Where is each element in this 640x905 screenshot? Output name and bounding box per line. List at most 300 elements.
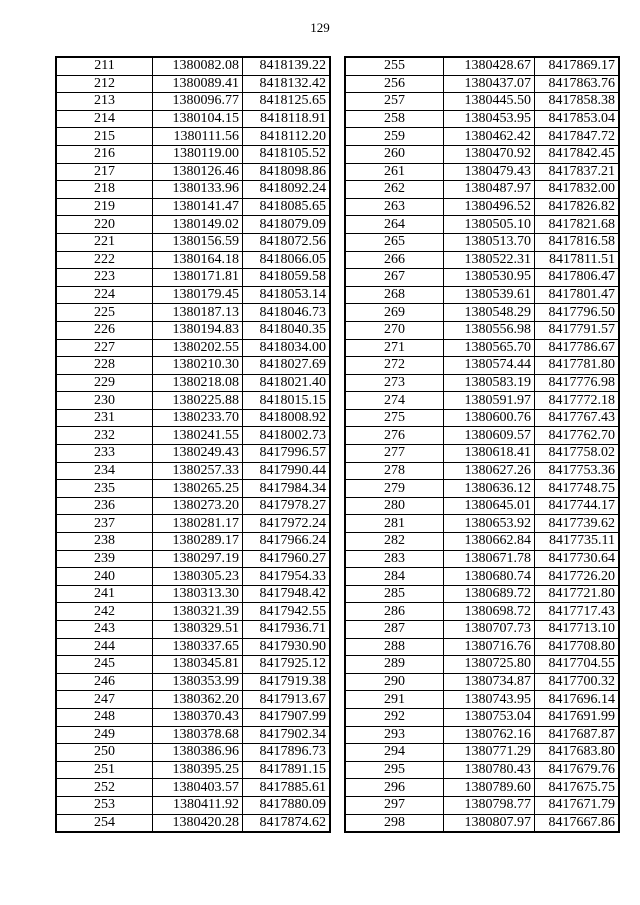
y-coordinate-cell: 8417721.80 xyxy=(535,585,619,603)
x-coordinate-cell: 1380600.76 xyxy=(444,409,535,427)
x-coordinate-cell: 1380539.61 xyxy=(444,286,535,304)
y-coordinate-cell: 8417948.42 xyxy=(243,585,330,603)
table-row xyxy=(57,445,330,463)
table-row xyxy=(57,796,330,814)
point-number-cell: 235 xyxy=(57,480,153,498)
point-number-cell: 242 xyxy=(57,603,153,621)
x-coordinate-cell: 1380583.19 xyxy=(444,374,535,392)
table-row xyxy=(346,427,619,445)
point-number-cell: 245 xyxy=(57,656,153,674)
y-coordinate-cell: 8417679.76 xyxy=(535,761,619,779)
table-row xyxy=(57,673,330,691)
table-row xyxy=(346,339,619,357)
point-number-cell: 223 xyxy=(57,269,153,287)
y-coordinate-cell: 8417806.47 xyxy=(535,269,619,287)
point-number-cell: 274 xyxy=(346,392,444,410)
y-coordinate-cell: 8417730.64 xyxy=(535,550,619,568)
point-number-cell: 267 xyxy=(346,269,444,287)
point-number-cell: 297 xyxy=(346,796,444,814)
point-number-cell: 289 xyxy=(346,656,444,674)
table-row xyxy=(57,761,330,779)
table-row xyxy=(57,163,330,181)
point-number-cell: 221 xyxy=(57,233,153,251)
point-number-cell: 273 xyxy=(346,374,444,392)
y-coordinate-cell: 8417811.51 xyxy=(535,251,619,269)
y-coordinate-cell: 8417925.12 xyxy=(243,656,330,674)
point-number-cell: 292 xyxy=(346,708,444,726)
point-number-cell: 283 xyxy=(346,550,444,568)
point-number-cell: 215 xyxy=(57,128,153,146)
y-coordinate-cell: 8418132.42 xyxy=(243,75,330,93)
y-coordinate-cell: 8417687.87 xyxy=(535,726,619,744)
y-coordinate-cell: 8417772.18 xyxy=(535,392,619,410)
table-row xyxy=(346,656,619,674)
y-coordinate-cell: 8418085.65 xyxy=(243,198,330,216)
point-number-cell: 260 xyxy=(346,145,444,163)
table-row xyxy=(346,691,619,709)
y-coordinate-cell: 8418002.73 xyxy=(243,427,330,445)
point-number-cell: 286 xyxy=(346,603,444,621)
x-coordinate-cell: 1380241.55 xyxy=(153,427,243,445)
y-coordinate-cell: 8418066.05 xyxy=(243,251,330,269)
point-number-cell: 271 xyxy=(346,339,444,357)
table-row xyxy=(346,198,619,216)
point-number-cell: 212 xyxy=(57,75,153,93)
x-coordinate-cell: 1380734.87 xyxy=(444,673,535,691)
point-number-cell: 238 xyxy=(57,533,153,551)
point-number-cell: 280 xyxy=(346,497,444,515)
point-number-cell: 233 xyxy=(57,445,153,463)
table-row xyxy=(57,708,330,726)
y-coordinate-cell: 8417913.67 xyxy=(243,691,330,709)
x-coordinate-cell: 1380513.70 xyxy=(444,233,535,251)
table-row xyxy=(57,656,330,674)
x-coordinate-cell: 1380671.78 xyxy=(444,550,535,568)
x-coordinate-cell: 1380141.47 xyxy=(153,198,243,216)
y-coordinate-cell: 8417896.73 xyxy=(243,744,330,762)
point-number-cell: 276 xyxy=(346,427,444,445)
y-coordinate-cell: 8417874.62 xyxy=(243,814,330,832)
y-coordinate-cell: 8417919.38 xyxy=(243,673,330,691)
table-row xyxy=(57,603,330,621)
point-number-cell: 225 xyxy=(57,304,153,322)
x-coordinate-cell: 1380194.83 xyxy=(153,321,243,339)
table-row xyxy=(57,533,330,551)
x-coordinate-cell: 1380395.25 xyxy=(153,761,243,779)
point-number-cell: 277 xyxy=(346,445,444,463)
table-row xyxy=(346,163,619,181)
x-coordinate-cell: 1380329.51 xyxy=(153,621,243,639)
point-number-cell: 229 xyxy=(57,374,153,392)
point-number-cell: 255 xyxy=(346,58,444,76)
x-coordinate-cell: 1380437.07 xyxy=(444,75,535,93)
x-coordinate-cell: 1380453.95 xyxy=(444,110,535,128)
x-coordinate-cell: 1380305.23 xyxy=(153,568,243,586)
x-coordinate-cell: 1380126.46 xyxy=(153,163,243,181)
x-coordinate-cell: 1380187.13 xyxy=(153,304,243,322)
x-coordinate-cell: 1380149.02 xyxy=(153,216,243,234)
y-coordinate-cell: 8417796.50 xyxy=(535,304,619,322)
point-number-cell: 288 xyxy=(346,638,444,656)
x-coordinate-cell: 1380530.95 xyxy=(444,269,535,287)
table-row xyxy=(57,198,330,216)
table-row xyxy=(57,58,330,76)
x-coordinate-cell: 1380370.43 xyxy=(153,708,243,726)
table-row xyxy=(346,814,619,832)
table-row xyxy=(346,392,619,410)
x-coordinate-cell: 1380556.98 xyxy=(444,321,535,339)
x-coordinate-cell: 1380386.96 xyxy=(153,744,243,762)
x-coordinate-cell: 1380281.17 xyxy=(153,515,243,533)
y-coordinate-cell: 8418015.15 xyxy=(243,392,330,410)
x-coordinate-cell: 1380698.72 xyxy=(444,603,535,621)
x-coordinate-cell: 1380753.04 xyxy=(444,708,535,726)
table-row xyxy=(57,409,330,427)
x-coordinate-cell: 1380403.57 xyxy=(153,779,243,797)
point-number-cell: 253 xyxy=(57,796,153,814)
point-number-cell: 285 xyxy=(346,585,444,603)
y-coordinate-cell: 8417691.99 xyxy=(535,708,619,726)
table-row xyxy=(57,568,330,586)
y-coordinate-cell: 8417996.57 xyxy=(243,445,330,463)
x-coordinate-cell: 1380218.08 xyxy=(153,374,243,392)
x-coordinate-cell: 1380627.26 xyxy=(444,462,535,480)
point-number-cell: 231 xyxy=(57,409,153,427)
y-coordinate-cell: 8417671.79 xyxy=(535,796,619,814)
point-number-cell: 295 xyxy=(346,761,444,779)
point-number-cell: 227 xyxy=(57,339,153,357)
point-number-cell: 262 xyxy=(346,181,444,199)
x-coordinate-cell: 1380618.41 xyxy=(444,445,535,463)
y-coordinate-cell: 8418059.58 xyxy=(243,269,330,287)
coordinates-table-left xyxy=(56,57,330,832)
table-row xyxy=(346,603,619,621)
table-row xyxy=(57,93,330,111)
y-coordinate-cell: 8417821.68 xyxy=(535,216,619,234)
x-coordinate-cell: 1380762.16 xyxy=(444,726,535,744)
point-number-cell: 247 xyxy=(57,691,153,709)
y-coordinate-cell: 8417776.98 xyxy=(535,374,619,392)
table-row xyxy=(57,691,330,709)
point-number-cell: 222 xyxy=(57,251,153,269)
x-coordinate-cell: 1380289.17 xyxy=(153,533,243,551)
x-coordinate-cell: 1380411.92 xyxy=(153,796,243,814)
x-coordinate-cell: 1380297.19 xyxy=(153,550,243,568)
x-coordinate-cell: 1380428.67 xyxy=(444,58,535,76)
x-coordinate-cell: 1380337.65 xyxy=(153,638,243,656)
y-coordinate-cell: 8417869.17 xyxy=(535,58,619,76)
point-number-cell: 211 xyxy=(57,58,153,76)
table-row xyxy=(57,145,330,163)
y-coordinate-cell: 8417708.80 xyxy=(535,638,619,656)
table-row xyxy=(57,427,330,445)
point-number-cell: 259 xyxy=(346,128,444,146)
x-coordinate-cell: 1380362.20 xyxy=(153,691,243,709)
y-coordinate-cell: 8417739.62 xyxy=(535,515,619,533)
x-coordinate-cell: 1380082.08 xyxy=(153,58,243,76)
y-coordinate-cell: 8417990.44 xyxy=(243,462,330,480)
table-row xyxy=(57,233,330,251)
x-coordinate-cell: 1380353.99 xyxy=(153,673,243,691)
point-number-cell: 219 xyxy=(57,198,153,216)
x-coordinate-cell: 1380233.70 xyxy=(153,409,243,427)
point-number-cell: 249 xyxy=(57,726,153,744)
x-coordinate-cell: 1380171.81 xyxy=(153,269,243,287)
x-coordinate-cell: 1380313.30 xyxy=(153,585,243,603)
point-number-cell: 239 xyxy=(57,550,153,568)
x-coordinate-cell: 1380462.42 xyxy=(444,128,535,146)
table-row xyxy=(57,462,330,480)
x-coordinate-cell: 1380505.10 xyxy=(444,216,535,234)
x-coordinate-cell: 1380689.72 xyxy=(444,585,535,603)
y-coordinate-cell: 8418079.09 xyxy=(243,216,330,234)
x-coordinate-cell: 1380609.57 xyxy=(444,427,535,445)
x-coordinate-cell: 1380771.29 xyxy=(444,744,535,762)
table-row xyxy=(57,515,330,533)
point-number-cell: 294 xyxy=(346,744,444,762)
y-coordinate-cell: 8417885.61 xyxy=(243,779,330,797)
x-coordinate-cell: 1380378.68 xyxy=(153,726,243,744)
table-row xyxy=(346,708,619,726)
point-number-cell: 243 xyxy=(57,621,153,639)
point-number-cell: 281 xyxy=(346,515,444,533)
point-number-cell: 250 xyxy=(57,744,153,762)
point-number-cell: 256 xyxy=(346,75,444,93)
point-number-cell: 217 xyxy=(57,163,153,181)
table-row xyxy=(346,585,619,603)
y-coordinate-cell: 8417942.55 xyxy=(243,603,330,621)
x-coordinate-cell: 1380798.77 xyxy=(444,796,535,814)
y-coordinate-cell: 8418098.86 xyxy=(243,163,330,181)
y-coordinate-cell: 8417753.36 xyxy=(535,462,619,480)
table-row xyxy=(346,480,619,498)
table-row xyxy=(346,181,619,199)
x-coordinate-cell: 1380133.96 xyxy=(153,181,243,199)
point-number-cell: 213 xyxy=(57,93,153,111)
table-row xyxy=(57,321,330,339)
coordinates-table-left-body xyxy=(57,58,330,832)
table-row xyxy=(346,304,619,322)
x-coordinate-cell: 1380789.60 xyxy=(444,779,535,797)
table-row xyxy=(346,515,619,533)
point-number-cell: 272 xyxy=(346,357,444,375)
y-coordinate-cell: 8417758.02 xyxy=(535,445,619,463)
table-row xyxy=(346,638,619,656)
table-row xyxy=(346,409,619,427)
table-row xyxy=(346,269,619,287)
y-coordinate-cell: 8417801.47 xyxy=(535,286,619,304)
point-number-cell: 230 xyxy=(57,392,153,410)
table-row xyxy=(346,796,619,814)
table-row xyxy=(57,128,330,146)
y-coordinate-cell: 8417837.21 xyxy=(535,163,619,181)
coordinates-table-right xyxy=(345,57,619,832)
x-coordinate-cell: 1380574.44 xyxy=(444,357,535,375)
y-coordinate-cell: 8418112.20 xyxy=(243,128,330,146)
table-row xyxy=(57,814,330,832)
table-row xyxy=(57,75,330,93)
y-coordinate-cell: 8417816.58 xyxy=(535,233,619,251)
point-number-cell: 275 xyxy=(346,409,444,427)
point-number-cell: 244 xyxy=(57,638,153,656)
table-row xyxy=(346,462,619,480)
y-coordinate-cell: 8417902.34 xyxy=(243,726,330,744)
point-number-cell: 258 xyxy=(346,110,444,128)
table-row xyxy=(346,445,619,463)
point-number-cell: 234 xyxy=(57,462,153,480)
x-coordinate-cell: 1380156.59 xyxy=(153,233,243,251)
y-coordinate-cell: 8417675.75 xyxy=(535,779,619,797)
x-coordinate-cell: 1380096.77 xyxy=(153,93,243,111)
x-coordinate-cell: 1380210.30 xyxy=(153,357,243,375)
coordinates-table-right-body xyxy=(346,58,619,832)
point-number-cell: 246 xyxy=(57,673,153,691)
point-number-cell: 254 xyxy=(57,814,153,832)
x-coordinate-cell: 1380111.56 xyxy=(153,128,243,146)
x-coordinate-cell: 1380257.33 xyxy=(153,462,243,480)
y-coordinate-cell: 8418034.00 xyxy=(243,339,330,357)
y-coordinate-cell: 8417683.80 xyxy=(535,744,619,762)
x-coordinate-cell: 1380249.43 xyxy=(153,445,243,463)
point-number-cell: 282 xyxy=(346,533,444,551)
table-row xyxy=(346,673,619,691)
point-number-cell: 248 xyxy=(57,708,153,726)
y-coordinate-cell: 8417735.11 xyxy=(535,533,619,551)
point-number-cell: 237 xyxy=(57,515,153,533)
x-coordinate-cell: 1380496.52 xyxy=(444,198,535,216)
y-coordinate-cell: 8417726.20 xyxy=(535,568,619,586)
x-coordinate-cell: 1380680.74 xyxy=(444,568,535,586)
table-row xyxy=(57,726,330,744)
y-coordinate-cell: 8417880.09 xyxy=(243,796,330,814)
table-row xyxy=(346,726,619,744)
point-number-cell: 266 xyxy=(346,251,444,269)
table-row xyxy=(57,480,330,498)
y-coordinate-cell: 8418040.35 xyxy=(243,321,330,339)
y-coordinate-cell: 8417842.45 xyxy=(535,145,619,163)
table-row xyxy=(346,357,619,375)
point-number-cell: 257 xyxy=(346,93,444,111)
x-coordinate-cell: 1380725.80 xyxy=(444,656,535,674)
table-row xyxy=(57,269,330,287)
y-coordinate-cell: 8418027.69 xyxy=(243,357,330,375)
table-row xyxy=(346,779,619,797)
point-number-cell: 278 xyxy=(346,462,444,480)
y-coordinate-cell: 8417847.72 xyxy=(535,128,619,146)
x-coordinate-cell: 1380522.31 xyxy=(444,251,535,269)
point-number-cell: 296 xyxy=(346,779,444,797)
page-number: 129 xyxy=(310,20,330,35)
table-row xyxy=(57,550,330,568)
point-number-cell: 264 xyxy=(346,216,444,234)
y-coordinate-cell: 8417713.10 xyxy=(535,621,619,639)
point-number-cell: 228 xyxy=(57,357,153,375)
table-row xyxy=(346,75,619,93)
y-coordinate-cell: 8417717.43 xyxy=(535,603,619,621)
x-coordinate-cell: 1380119.00 xyxy=(153,145,243,163)
table-row xyxy=(57,392,330,410)
point-number-cell: 268 xyxy=(346,286,444,304)
table-row xyxy=(57,339,330,357)
y-coordinate-cell: 8417966.24 xyxy=(243,533,330,551)
y-coordinate-cell: 8417762.70 xyxy=(535,427,619,445)
point-number-cell: 265 xyxy=(346,233,444,251)
table-row xyxy=(57,585,330,603)
y-coordinate-cell: 8417984.34 xyxy=(243,480,330,498)
x-coordinate-cell: 1380445.50 xyxy=(444,93,535,111)
x-coordinate-cell: 1380780.43 xyxy=(444,761,535,779)
point-number-cell: 220 xyxy=(57,216,153,234)
table-row xyxy=(57,304,330,322)
table-row xyxy=(346,286,619,304)
y-coordinate-cell: 8418092.24 xyxy=(243,181,330,199)
y-coordinate-cell: 8418053.14 xyxy=(243,286,330,304)
y-coordinate-cell: 8418139.22 xyxy=(243,58,330,76)
y-coordinate-cell: 8417744.17 xyxy=(535,497,619,515)
y-coordinate-cell: 8417954.33 xyxy=(243,568,330,586)
table-row xyxy=(57,357,330,375)
table-row xyxy=(57,638,330,656)
y-coordinate-cell: 8417936.71 xyxy=(243,621,330,639)
x-coordinate-cell: 1380470.92 xyxy=(444,145,535,163)
table-row xyxy=(346,374,619,392)
point-number-cell: 298 xyxy=(346,814,444,832)
x-coordinate-cell: 1380591.97 xyxy=(444,392,535,410)
point-number-cell: 251 xyxy=(57,761,153,779)
table-row xyxy=(346,145,619,163)
point-number-cell: 214 xyxy=(57,110,153,128)
y-coordinate-cell: 8417748.75 xyxy=(535,480,619,498)
x-coordinate-cell: 1380420.28 xyxy=(153,814,243,832)
x-coordinate-cell: 1380089.41 xyxy=(153,75,243,93)
y-coordinate-cell: 8417767.43 xyxy=(535,409,619,427)
x-coordinate-cell: 1380345.81 xyxy=(153,656,243,674)
point-number-cell: 240 xyxy=(57,568,153,586)
y-coordinate-cell: 8417907.99 xyxy=(243,708,330,726)
point-number-cell: 241 xyxy=(57,585,153,603)
table-row xyxy=(57,251,330,269)
y-coordinate-cell: 8418008.92 xyxy=(243,409,330,427)
x-coordinate-cell: 1380548.29 xyxy=(444,304,535,322)
x-coordinate-cell: 1380225.88 xyxy=(153,392,243,410)
table-row xyxy=(346,744,619,762)
table-row xyxy=(346,321,619,339)
table-row xyxy=(346,216,619,234)
y-coordinate-cell: 8417700.32 xyxy=(535,673,619,691)
y-coordinate-cell: 8418125.65 xyxy=(243,93,330,111)
x-coordinate-cell: 1380645.01 xyxy=(444,497,535,515)
y-coordinate-cell: 8417972.24 xyxy=(243,515,330,533)
y-coordinate-cell: 8417667.86 xyxy=(535,814,619,832)
point-number-cell: 284 xyxy=(346,568,444,586)
y-coordinate-cell: 8418118.91 xyxy=(243,110,330,128)
y-coordinate-cell: 8417781.80 xyxy=(535,357,619,375)
table-row xyxy=(346,568,619,586)
y-coordinate-cell: 8417704.55 xyxy=(535,656,619,674)
table-row xyxy=(346,93,619,111)
point-number-cell: 252 xyxy=(57,779,153,797)
y-coordinate-cell: 8418046.73 xyxy=(243,304,330,322)
table-row xyxy=(346,233,619,251)
y-coordinate-cell: 8418105.52 xyxy=(243,145,330,163)
y-coordinate-cell: 8417858.38 xyxy=(535,93,619,111)
x-coordinate-cell: 1380653.92 xyxy=(444,515,535,533)
table-row xyxy=(57,744,330,762)
x-coordinate-cell: 1380104.15 xyxy=(153,110,243,128)
table-row xyxy=(57,181,330,199)
table-row xyxy=(57,779,330,797)
y-coordinate-cell: 8417853.04 xyxy=(535,110,619,128)
